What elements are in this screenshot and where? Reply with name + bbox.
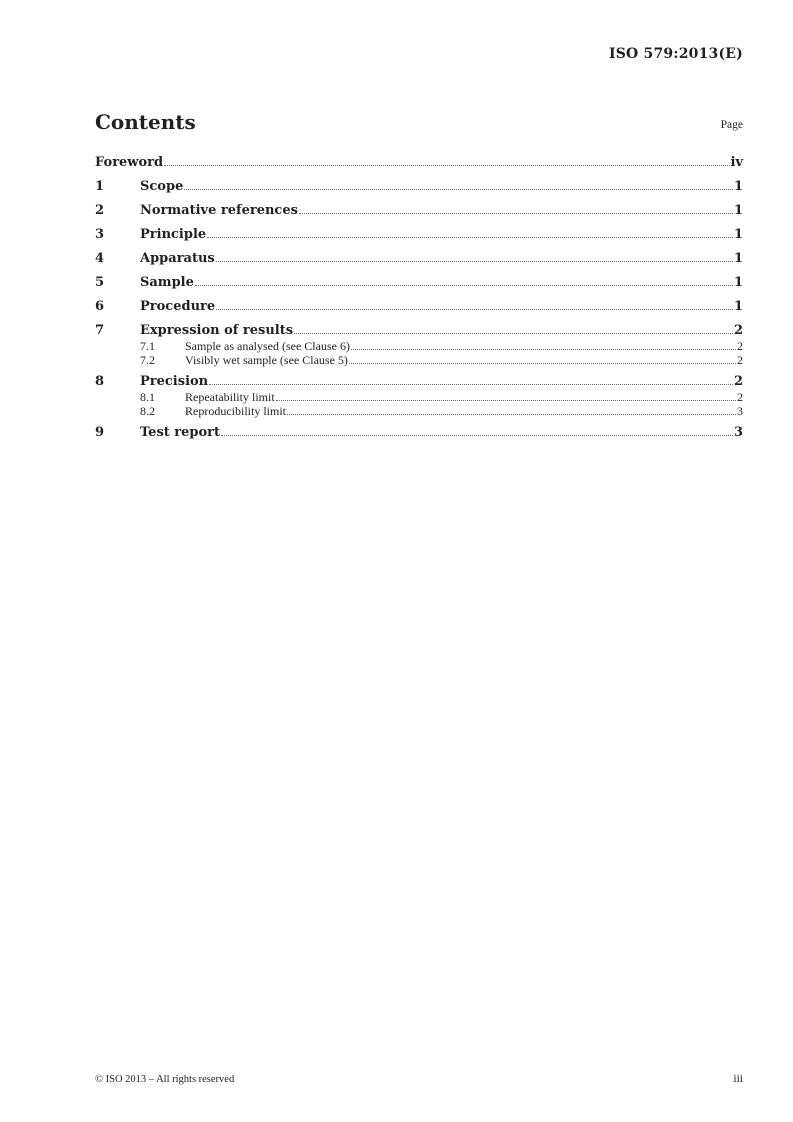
toc-entry-number: 5 bbox=[95, 275, 105, 290]
toc-entry-number: 9 bbox=[95, 425, 105, 440]
toc-entry-number: 6 bbox=[95, 299, 105, 314]
toc-subentry-number: 7.1 bbox=[140, 339, 155, 353]
copyright-notice: © ISO 2013 – All rights reserved bbox=[95, 1074, 235, 1085]
toc-subentry-number: 8.2 bbox=[140, 404, 155, 418]
toc-entry-number: 4 bbox=[95, 251, 105, 266]
toc-entry[interactable] bbox=[95, 299, 743, 323]
toc-subentry[interactable] bbox=[95, 353, 743, 374]
toc-entry-page: 1 bbox=[733, 251, 743, 266]
toc-entry[interactable] bbox=[95, 374, 743, 390]
toc-entry-title: Procedure bbox=[140, 299, 216, 314]
page-column-label: Page bbox=[720, 119, 743, 131]
dot-leader bbox=[195, 284, 733, 286]
toc-entry-title: Principle bbox=[140, 227, 207, 242]
dot-leader bbox=[209, 383, 733, 385]
toc-entry-page: 2 bbox=[733, 374, 743, 389]
toc-subentry-title: Sample as analysed (see Clause 6) bbox=[185, 339, 350, 353]
toc-entry-page: 2 bbox=[733, 323, 743, 338]
toc-entry-page: 1 bbox=[733, 179, 743, 194]
toc-entry-number: 3 bbox=[95, 227, 105, 242]
toc-entry-title: Normative references bbox=[140, 203, 298, 218]
toc-entry-number: 2 bbox=[95, 203, 105, 218]
dot-leader bbox=[216, 308, 733, 310]
toc-entry-page: iv bbox=[730, 155, 743, 170]
toc-subentry-number: 8.1 bbox=[140, 390, 155, 404]
toc-subentry-page: 2 bbox=[737, 339, 743, 353]
toc-subentry-title: Reproducibility limit bbox=[185, 404, 286, 418]
dot-leader bbox=[299, 212, 733, 214]
toc-subentry-page: 2 bbox=[737, 390, 743, 404]
toc-entry-page: 1 bbox=[733, 275, 743, 290]
toc-entry[interactable] bbox=[95, 203, 743, 227]
document-identifier: ISO 579:2013(E) bbox=[608, 46, 743, 62]
toc-entry-title: Expression of results bbox=[140, 323, 294, 338]
toc-entry-title: Test report bbox=[140, 425, 221, 440]
toc-subentry-page: 3 bbox=[737, 404, 743, 418]
dot-leader bbox=[207, 236, 733, 238]
toc-entry-title: Foreword bbox=[95, 155, 164, 170]
toc-entry-number: 8 bbox=[95, 374, 105, 389]
toc-entry-number: 7 bbox=[95, 323, 105, 338]
toc-entry-foreword[interactable] bbox=[95, 155, 743, 179]
toc-subentry-page: 2 bbox=[737, 353, 743, 367]
dot-leader bbox=[276, 399, 736, 401]
toc-subentry[interactable] bbox=[95, 390, 743, 404]
dot-leader bbox=[287, 413, 736, 415]
toc-entry-title: Sample bbox=[140, 275, 194, 290]
dot-leader bbox=[216, 260, 733, 262]
toc-entry-title: Precision bbox=[140, 374, 209, 389]
toc-entry[interactable] bbox=[95, 179, 743, 203]
toc-entry-page: 1 bbox=[733, 227, 743, 242]
dot-leader bbox=[349, 362, 736, 364]
toc-subentry[interactable] bbox=[95, 404, 743, 425]
toc-subentry[interactable] bbox=[95, 339, 743, 353]
dot-leader bbox=[294, 332, 733, 334]
dot-leader bbox=[184, 188, 733, 190]
dot-leader bbox=[221, 434, 733, 436]
toc-subentry-number: 7.2 bbox=[140, 353, 155, 367]
toc-entry[interactable] bbox=[95, 227, 743, 251]
page-title: Contents bbox=[95, 110, 196, 134]
toc-entry[interactable] bbox=[95, 251, 743, 275]
toc-entry[interactable] bbox=[95, 323, 743, 339]
toc-entry-page: 1 bbox=[733, 299, 743, 314]
toc-subentry-title: Visibly wet sample (see Clause 5) bbox=[185, 353, 348, 367]
toc-entry-number: 1 bbox=[95, 179, 105, 194]
toc-entry-page: 1 bbox=[733, 203, 743, 218]
table-of-contents bbox=[95, 155, 743, 449]
toc-subentry-title: Repeatability limit bbox=[185, 390, 275, 404]
toc-entry[interactable] bbox=[95, 425, 743, 449]
toc-entry-title: Scope bbox=[140, 179, 184, 194]
page-number: iii bbox=[733, 1073, 743, 1085]
dot-leader bbox=[351, 348, 736, 350]
dot-leader bbox=[164, 164, 729, 166]
toc-entry-title: Apparatus bbox=[140, 251, 215, 266]
toc-entry-page: 3 bbox=[733, 425, 743, 440]
toc-entry[interactable] bbox=[95, 275, 743, 299]
